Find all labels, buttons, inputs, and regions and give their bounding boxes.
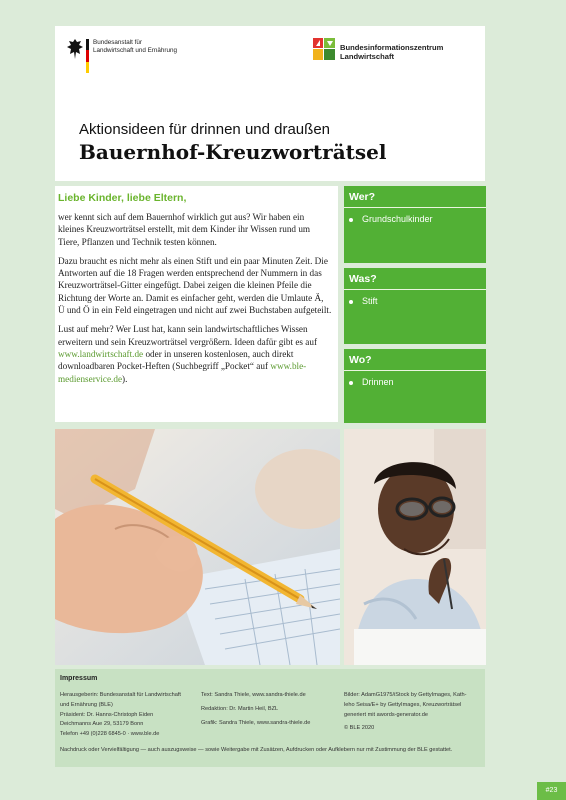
child-hand-pencil-image <box>55 429 340 665</box>
list-item: Grundschulkinder <box>349 214 481 224</box>
bzl-logo <box>313 38 473 66</box>
who-card <box>344 186 486 263</box>
where-heading: Wo? <box>344 349 486 371</box>
landwirtschaft-link[interactable]: www.landwirtschaft.de <box>58 348 144 359</box>
page-subtitle: Aktionsideen für drinnen und draußen <box>79 121 331 138</box>
german-flag-icon <box>86 39 89 73</box>
child-with-glasses-image <box>344 429 486 665</box>
page-title: Bauernhof-Kreuzworträtsel <box>79 140 387 164</box>
what-heading: Was? <box>344 268 486 290</box>
photo-child-thinking <box>344 429 486 665</box>
bullet-icon <box>349 381 353 385</box>
bzl-logo-icon <box>313 38 335 60</box>
bullet-icon <box>349 218 353 222</box>
intro-text-box <box>55 186 338 422</box>
bullet-icon <box>349 300 353 304</box>
greeting: Liebe Kinder, liebe Eltern, <box>58 192 187 204</box>
list-item: Drinnen <box>349 377 481 387</box>
imprint-credits: Text: Sandra Thiele, www.sandra-thiele.de Redaktion: Dr. Martin Heil, BZL Grafik: Sandra Thiele, www.sandra-thiele.de <box>201 692 311 726</box>
header-card <box>55 26 485 181</box>
intro-paragraph-1: wer kennt sich auf dem Bauernhof wirklich gut aus? Wir haben ein kleines Kreuzworträtsel erstellt, mit dem Kinder ihr Wissen rund um Tiere, Pflanzen und Technik testen können. <box>58 212 311 247</box>
bzl-name: Bundesinformationszentrum Landwirtschaft <box>340 43 444 61</box>
who-heading: Wer? <box>344 186 486 208</box>
imprint-publisher: Herausgeberin: Bundesanstalt für Landwirtschaft und Ernährung (BLE) Präsident: Dr. Hanns-Christoph Eiden Deichmanns Aue 29, 53179 Bonn Telefon +49 (0)228 6845-0 · www.ble.de <box>60 692 181 738</box>
what-card <box>344 268 486 344</box>
imprint-heading: Impressum <box>60 675 98 682</box>
imprint-box <box>55 669 485 767</box>
page-number: #23 <box>537 782 566 800</box>
photo-child-writing <box>55 429 340 665</box>
intro-paragraph-2: Dazu braucht es nicht mehr als einen Stift und ein paar Minuten Zeit. Die Antworten auf die 18 Fragen werden entsprechend der Nummern in das Kreuzworträtsel-Gitter eingefügt. Dabei zeigen die kleinen Pfeile die Richtung der Worte an. Damit es einfacher geht, werden die Umlaute Ä, Ü und Ö in ein Feld eingetragen und nicht auf zwei Buchstaben aufgeteilt. <box>58 255 332 316</box>
where-card <box>344 349 486 423</box>
ble-logo <box>67 38 187 78</box>
ble-name: Bundesanstalt für Landwirtschaft und Ernährung <box>93 39 178 54</box>
imprint-image-credits: Bilder: AdamG1975/iStock by GettyImages, Kath- leho Seisa/E+ by GettyImages, Kreuzworträtsel generiert mit awords-generator.de © BLE 2020 <box>344 692 467 732</box>
intro-paragraph-3: Lust auf mehr? Wer Lust hat, kann sein landwirtschaftliches Wissen erweitern und sein Kreuzworträtsel vergrößern. Ideen dafür gibt es auf www.landwirtschaft.de oder in unseren kostenlosen, auch direkt downloadbaren Pocket-Heften (Suchbegriff „Pocket“ auf www.ble-medienservice.de). <box>58 324 318 384</box>
reprint-notice: Nachdruck oder Vervielfältigung — auch auszugsweise — sowie Weitergabe mit Zusätzen, Aufdrucken oder Aufklebern nur mit Zustimmung der BLE gestattet. <box>60 747 453 753</box>
ble-medienservice-link[interactable]: www.ble-medienservice.de <box>58 361 307 384</box>
list-item: Stift <box>349 296 481 306</box>
federal-eagle-icon <box>67 38 83 60</box>
